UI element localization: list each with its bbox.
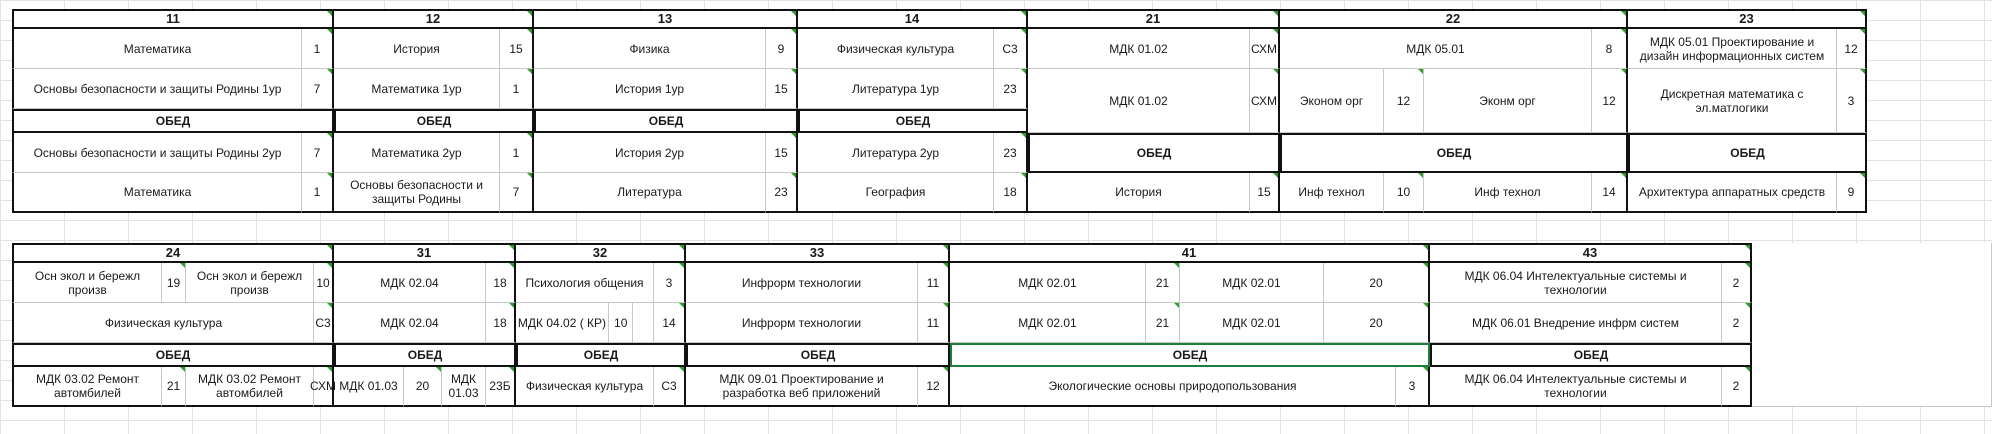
- lesson-room[interactable]: 10: [608, 303, 633, 343]
- lesson-room[interactable]: 18: [486, 263, 516, 303]
- lesson-room[interactable]: 18: [486, 303, 516, 343]
- lesson-subject[interactable]: Психология общения: [516, 263, 654, 303]
- lesson-subject[interactable]: История: [1028, 173, 1250, 213]
- lesson-subject[interactable]: Архитектура аппаратных средств: [1628, 173, 1837, 213]
- lesson-subject[interactable]: МДК 01.03: [442, 367, 486, 407]
- lesson-subject[interactable]: МДК 02.01: [950, 303, 1146, 343]
- lesson-room[interactable]: 18: [994, 173, 1028, 213]
- lesson-room[interactable]: 12: [918, 367, 950, 407]
- lesson-subject[interactable]: География: [798, 173, 994, 213]
- lesson-subject[interactable]: Математика 1ур: [334, 69, 500, 109]
- lesson-room[interactable]: 1: [500, 133, 534, 173]
- lesson-room[interactable]: 12: [1384, 69, 1424, 133]
- lesson-subject[interactable]: МДК 03.02 Ремонт автомбилей: [186, 367, 314, 407]
- group-header-11[interactable]: 11: [12, 9, 334, 29]
- lesson-room[interactable]: 14: [654, 303, 686, 343]
- lesson-room[interactable]: 9: [766, 29, 798, 69]
- lesson-subject[interactable]: Физическая культура: [516, 367, 654, 407]
- group-header-24[interactable]: 24: [12, 243, 334, 263]
- lesson-room[interactable]: 10: [1384, 173, 1424, 213]
- lunch-break[interactable]: ОБЕД: [1628, 133, 1867, 173]
- lesson-subject[interactable]: Осн экол и бережл произв: [186, 263, 314, 303]
- lunch-break[interactable]: ОБЕД: [534, 109, 798, 133]
- lesson-subject[interactable]: Математика: [12, 173, 302, 213]
- lesson-room[interactable]: 1: [302, 29, 334, 69]
- lesson-room[interactable]: 15: [1250, 173, 1280, 213]
- lunch-break[interactable]: ОБЕД: [516, 343, 686, 367]
- group-header-14[interactable]: 14: [798, 9, 1028, 29]
- lunch-break[interactable]: ОБЕД: [1430, 343, 1752, 367]
- lesson-subject[interactable]: Основы безопасности и защиты Родины: [334, 173, 500, 213]
- lesson-subject[interactable]: Инф технол: [1280, 173, 1384, 213]
- group-header-23[interactable]: 23: [1628, 9, 1867, 29]
- lesson-room[interactable]: 15: [500, 29, 534, 69]
- group-header-33[interactable]: 33: [686, 243, 950, 263]
- lesson-subject[interactable]: МДК 05.01: [1280, 29, 1592, 69]
- lunch-break[interactable]: ОБЕД: [1280, 133, 1628, 173]
- lesson-subject[interactable]: МДК 06.01 Внедрение инфрм систем: [1430, 303, 1722, 343]
- lesson-room[interactable]: 9: [1837, 173, 1867, 213]
- lesson-room[interactable]: С3: [994, 29, 1028, 69]
- lesson-room[interactable]: С3: [654, 367, 686, 407]
- lesson-subject[interactable]: История 1ур: [534, 69, 766, 109]
- lesson-room[interactable]: 12: [1837, 29, 1867, 69]
- lesson-room[interactable]: 15: [766, 133, 798, 173]
- lesson-subject[interactable]: Основы безопасности и защиты Родины 2ур: [12, 133, 302, 173]
- lunch-break[interactable]: ОБЕД: [686, 343, 950, 367]
- lesson-room[interactable]: 10: [314, 263, 334, 303]
- lesson-room[interactable]: С3: [314, 303, 334, 343]
- lesson-room[interactable]: 7: [302, 69, 334, 109]
- empty-cell[interactable]: [1752, 243, 1992, 407]
- lesson-subject[interactable]: МДК 05.01 Проектирование и дизайн информационных систем: [1628, 29, 1837, 69]
- lesson-subject[interactable]: МДК 09.01 Проектирование и разработка веб приложений: [686, 367, 918, 407]
- group-header-31[interactable]: 31: [334, 243, 516, 263]
- lesson-room[interactable]: 3: [1837, 69, 1867, 133]
- group-header-43[interactable]: 43: [1430, 243, 1752, 263]
- lesson-room[interactable]: 8: [1592, 29, 1628, 69]
- lesson-subject[interactable]: МДК 02.04: [334, 303, 486, 343]
- lunch-break[interactable]: ОБЕД: [1028, 133, 1280, 173]
- group-header-12[interactable]: 12: [334, 9, 534, 29]
- lesson-room[interactable]: 21: [1146, 263, 1180, 303]
- lesson-subject[interactable]: МДК 02.01: [1180, 263, 1324, 303]
- lunch-break-selected[interactable]: ОБЕД: [950, 343, 1430, 367]
- lesson-room[interactable]: 19: [162, 263, 186, 303]
- lesson-subject[interactable]: Математика: [12, 29, 302, 69]
- group-header-13[interactable]: 13: [534, 9, 798, 29]
- lesson-subject[interactable]: Инфрорм технологии: [686, 263, 918, 303]
- lesson-room[interactable]: 23Б: [486, 367, 516, 407]
- lesson-room[interactable]: 3: [654, 263, 686, 303]
- lesson-subject[interactable]: Физика: [534, 29, 766, 69]
- lesson-subject[interactable]: Эконм орг: [1424, 69, 1592, 133]
- lesson-subject[interactable]: МДК 02.04: [334, 263, 486, 303]
- lesson-room[interactable]: 1: [500, 69, 534, 109]
- lesson-subject[interactable]: МДК 01.03: [334, 367, 404, 407]
- lesson-room[interactable]: 7: [500, 173, 534, 213]
- lesson-room[interactable]: 23: [994, 69, 1028, 109]
- lesson-subject[interactable]: История: [334, 29, 500, 69]
- lesson-subject[interactable]: МДК 02.01: [1180, 303, 1324, 343]
- lesson-subject[interactable]: Экологические основы природопользования: [950, 367, 1396, 407]
- lesson-room[interactable]: СХМ: [1250, 29, 1280, 69]
- lesson-subject[interactable]: Инфрорм технологии: [686, 303, 918, 343]
- lesson-room[interactable]: 23: [766, 173, 798, 213]
- lesson-room[interactable]: 2: [1722, 303, 1752, 343]
- lesson-room[interactable]: 21: [162, 367, 186, 407]
- lesson-subject[interactable]: МДК 01.02: [1028, 29, 1250, 69]
- lesson-subject[interactable]: МДК 01.02: [1028, 69, 1250, 133]
- lesson-room[interactable]: 20: [1324, 303, 1430, 343]
- lesson-subject[interactable]: Основы безопасности и защиты Родины 1ур: [12, 69, 302, 109]
- lesson-subject[interactable]: Инф технол: [1424, 173, 1592, 213]
- lesson-room[interactable]: СХМ: [314, 367, 334, 407]
- lesson-room[interactable]: 11: [918, 303, 950, 343]
- lesson-room[interactable]: 12: [1592, 69, 1628, 133]
- lesson-subject[interactable]: История 2ур: [534, 133, 766, 173]
- lesson-room[interactable]: 21: [1146, 303, 1180, 343]
- lesson-subject[interactable]: МДК 04.02 ( КР): [517, 315, 607, 330]
- lesson-room[interactable]: 2: [1722, 263, 1752, 303]
- lunch-break[interactable]: ОБЕД: [334, 343, 516, 367]
- lesson-room[interactable]: 23: [994, 133, 1028, 173]
- lesson-subject[interactable]: Математика 2ур: [334, 133, 500, 173]
- lunch-break[interactable]: ОБЕД: [12, 109, 334, 133]
- schedule-table-top: [12, 9, 1867, 213]
- lesson-subject[interactable]: Литература 1ур: [798, 69, 994, 109]
- lesson-subject[interactable]: Эконом орг: [1280, 69, 1384, 133]
- lesson-subject[interactable]: Литература: [534, 173, 766, 213]
- lesson-subject[interactable]: МДК 06.04 Интелектуальные системы и технологии: [1430, 367, 1722, 407]
- lesson-subject[interactable]: Литература 2ур: [798, 133, 994, 173]
- lesson-room[interactable]: 1: [302, 173, 334, 213]
- lesson-room[interactable]: СХМ: [1250, 69, 1280, 133]
- group-header-22[interactable]: 22: [1280, 9, 1628, 29]
- lesson-subject[interactable]: МДК 06.04 Интелектуальные системы и технологии: [1430, 263, 1722, 303]
- lesson-room[interactable]: 15: [766, 69, 798, 109]
- lunch-break[interactable]: ОБЕД: [798, 109, 1028, 133]
- lunch-break[interactable]: ОБЕД: [334, 109, 534, 133]
- lesson-room[interactable]: 11: [918, 263, 950, 303]
- lesson-subject[interactable]: Осн экол и бережл произв: [12, 263, 162, 303]
- lesson-subject[interactable]: МДК 03.02 Ремонт автомбилей: [12, 367, 162, 407]
- group-header-32[interactable]: 32: [516, 243, 686, 263]
- lesson-subject[interactable]: Физическая культура: [12, 303, 314, 343]
- lunch-break[interactable]: ОБЕД: [12, 343, 334, 367]
- lesson-room[interactable]: 3: [1396, 367, 1430, 407]
- lesson-subject[interactable]: МДК 02.01: [950, 263, 1146, 303]
- split-cell: [516, 303, 654, 343]
- lesson-subject[interactable]: Физическая культура: [798, 29, 994, 69]
- lesson-room[interactable]: 20: [1324, 263, 1430, 303]
- lesson-room[interactable]: 20: [404, 367, 442, 407]
- lesson-room[interactable]: 14: [1592, 173, 1628, 213]
- lesson-room[interactable]: 7: [302, 133, 334, 173]
- lesson-room[interactable]: 2: [1722, 367, 1752, 407]
- schedule-table-bottom: [12, 243, 1992, 407]
- lesson-subject[interactable]: Дискретная математика с эл.матлогики: [1628, 69, 1837, 133]
- group-header-41[interactable]: 41: [950, 243, 1430, 263]
- group-header-21[interactable]: 21: [1028, 9, 1280, 29]
